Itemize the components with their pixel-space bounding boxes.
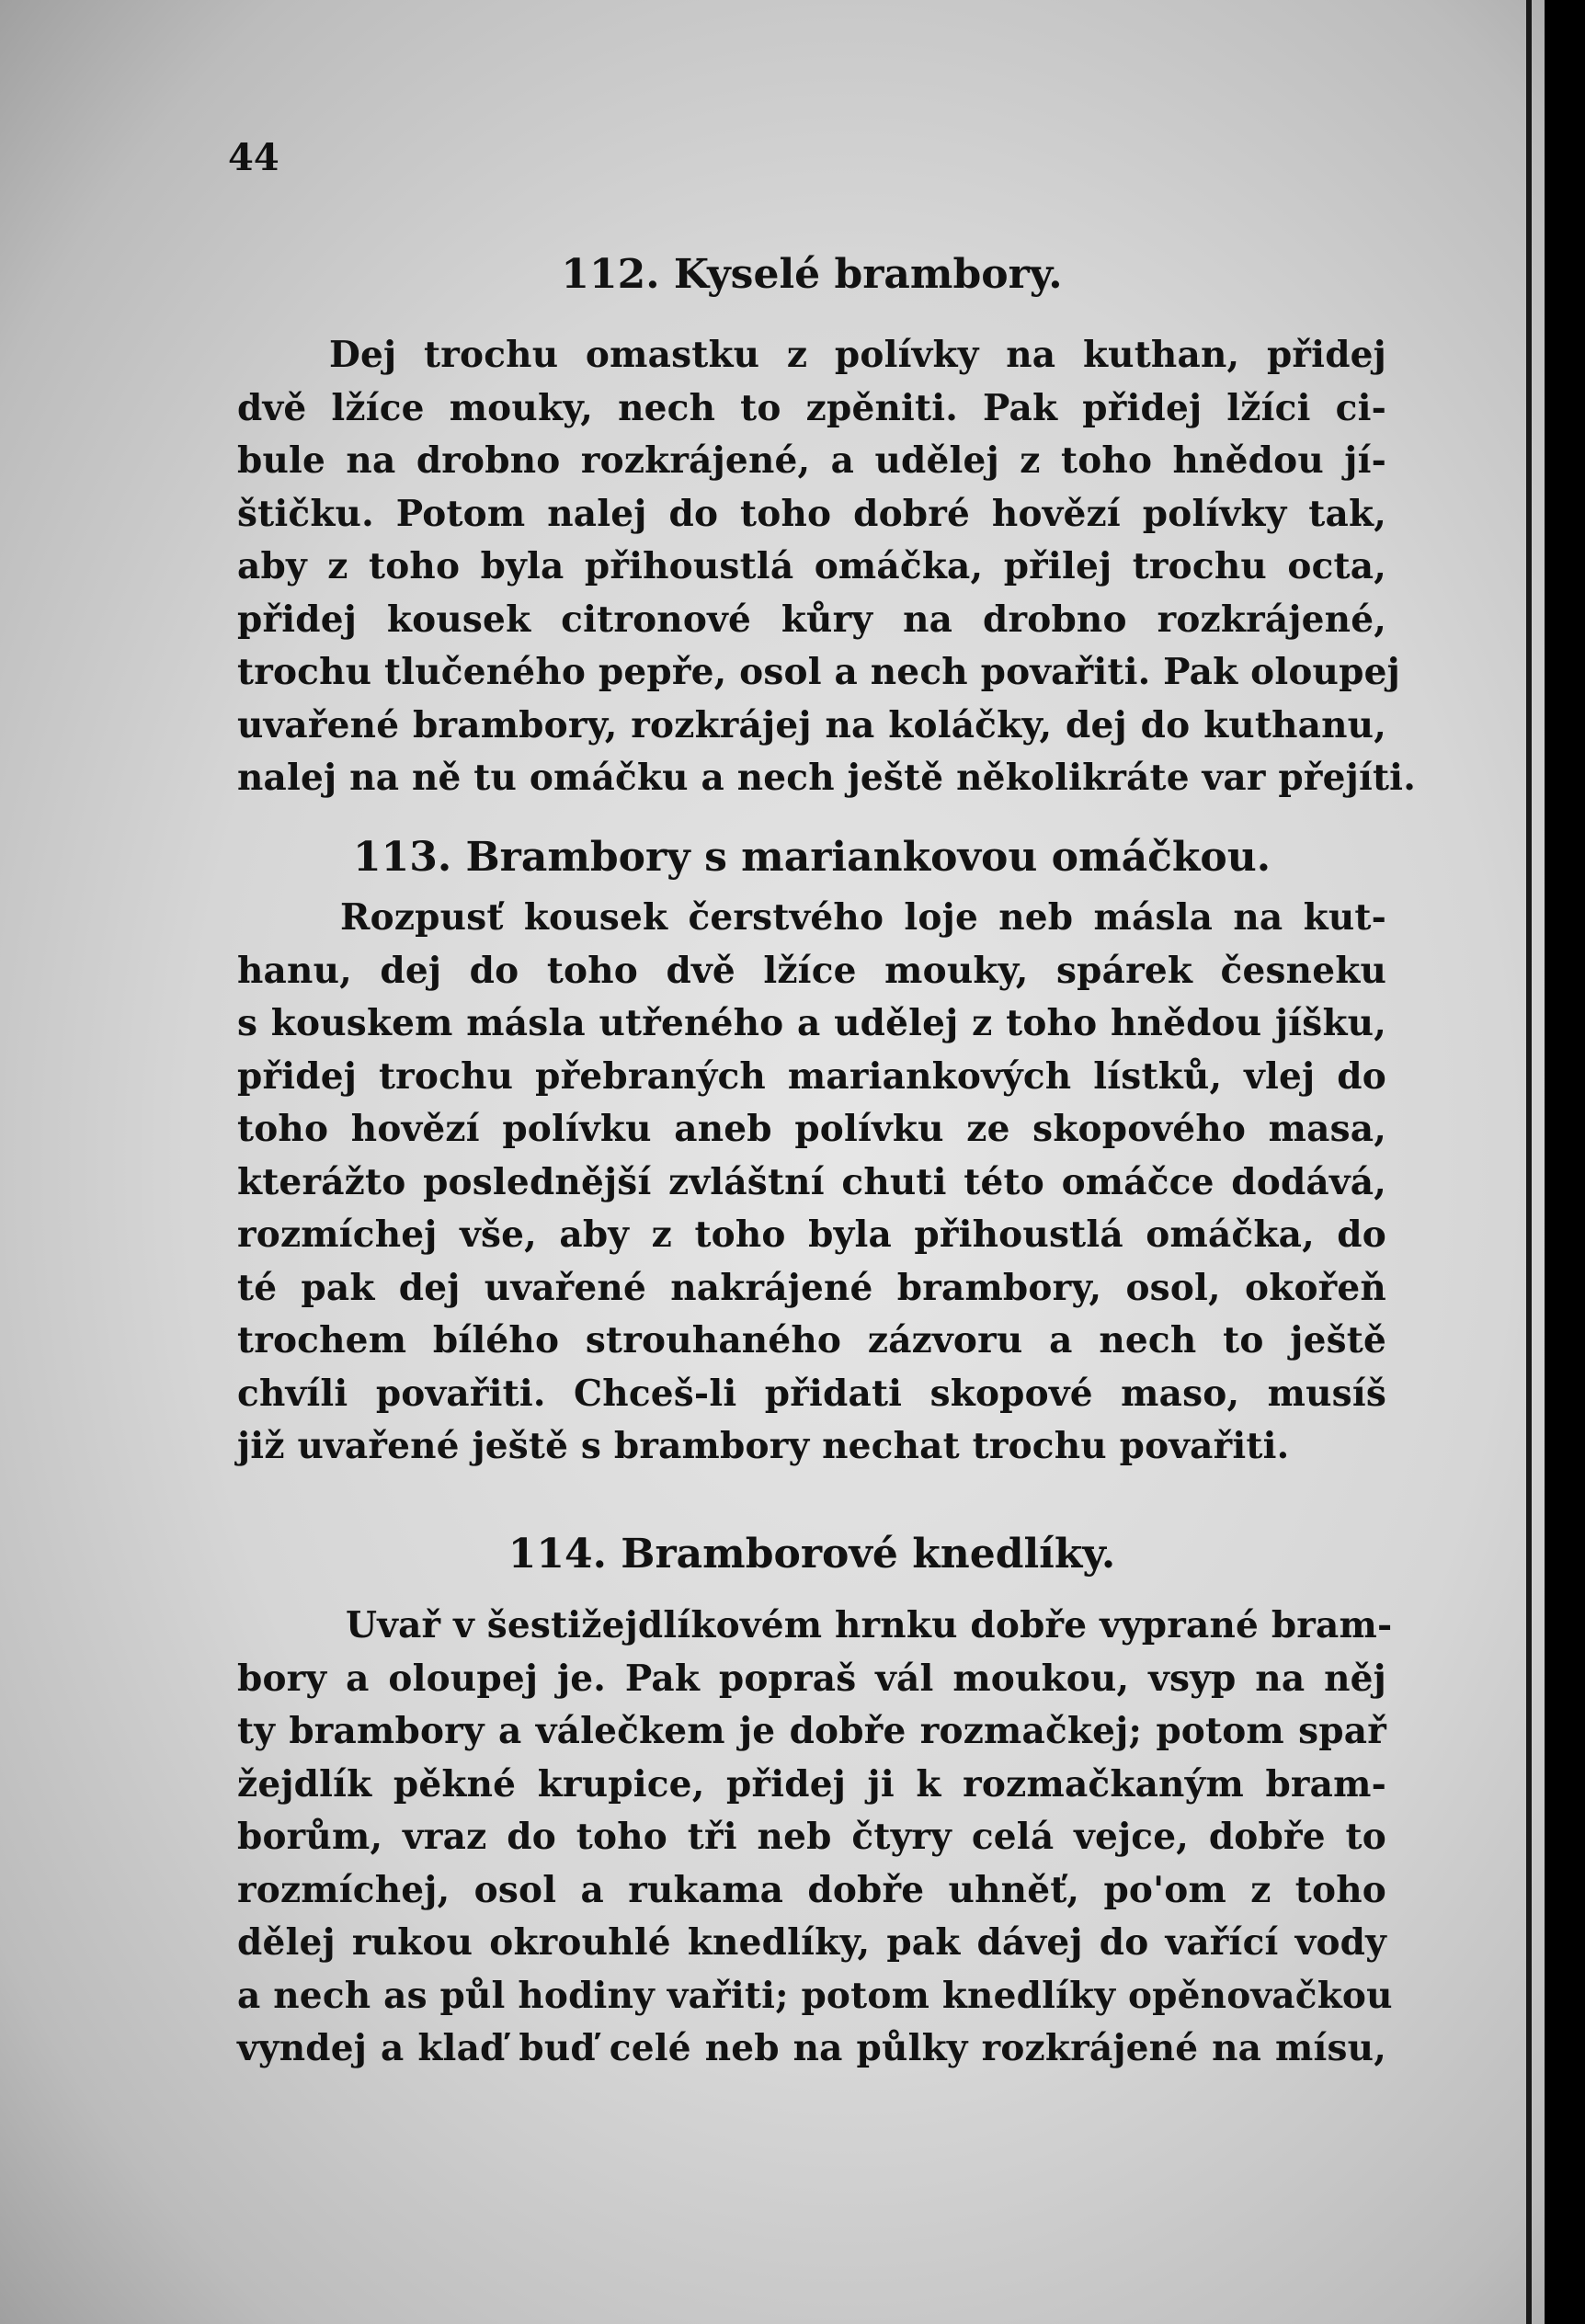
- text-line: rozmíchej, osol a rukama dobře uhněť, po'om z toho: [237, 1868, 1386, 1911]
- section-heading: 113. Brambory s mariankovou omáčkou.: [352, 834, 1271, 881]
- section-heading: 114. Bramborové knedlíky.: [507, 1531, 1116, 1578]
- text-line: té pak dej uvařené nakrájené brambory, osol, okořeň: [237, 1266, 1386, 1309]
- section-114: [237, 1526, 1386, 1583]
- text-line: aby z toho byla přihoustlá omáčka, přilej trochu octa,: [237, 545, 1386, 587]
- section-113: [237, 829, 1386, 886]
- text-line: a nech as půl hodiny vařiti; potom knedlíky opěnovačkou: [237, 1974, 1393, 2017]
- text-line: bule na drobno rozkrájené, a udělej z toho hnědou jí-: [237, 439, 1386, 482]
- text-line: dělej rukou okrouhlé knedlíky, pak dávej do vařící vody: [237, 1921, 1386, 1964]
- text-line: Dej trochu omastku z polívky na kuthan, přidej: [329, 334, 1386, 376]
- text-line: chvíli povařiti. Chceš-li přidati skopové maso, musíš: [237, 1372, 1386, 1415]
- text-line: borům, vraz do toho tři neb čtyry celá vejce, dobře to: [237, 1816, 1386, 1858]
- text-line: kterážto poslednější zvláštní chuti této omáčce dodává,: [237, 1160, 1386, 1203]
- page-number: 44: [228, 136, 279, 179]
- text-line: štičku. Potom nalej do toho dobré hovězí polívky tak,: [237, 492, 1386, 535]
- text-line: nalej na ně tu omáčku a nech ještě několikráte var přejíti.: [237, 757, 1416, 799]
- text-line: toho hovězí polívku aneb polívku ze skopového masa,: [237, 1108, 1386, 1150]
- section-114-body: [237, 1600, 1393, 2076]
- section-112: [237, 246, 1386, 303]
- text-line: žejdlík pěkné krupice, přidej ji k rozmačkaným bram-: [237, 1762, 1386, 1806]
- section-112-body: [237, 329, 1416, 805]
- text-line: hanu, dej do toho dvě lžíce mouky, spárek česneku: [237, 949, 1386, 992]
- text-line: ty brambory a válečkem je dobře rozmačkej; potom spař: [237, 1710, 1386, 1752]
- text-line: Rozpusť kousek čerstvého loje neb másla na kut-: [340, 896, 1386, 939]
- text-line: přidej kousek citronové kůry na drobno rozkrájené,: [237, 598, 1386, 641]
- text-line: trochem bílého strouhaného zázvoru a nech to ještě: [237, 1319, 1386, 1361]
- text-line: již uvařené ještě s brambory nechat trochu povařiti.: [237, 1425, 1290, 1467]
- text-line: dvě lžíce mouky, nech to zpěniti. Pak přidej lžíci ci-: [237, 386, 1386, 429]
- text-line: uvařené brambory, rozkrájej na koláčky, dej do kuthanu,: [237, 703, 1386, 746]
- text-line: trochu tlučeného pepře, osol a nech povařiti. Pak oloupej: [237, 651, 1400, 693]
- page-edge-shadow: [1526, 0, 1532, 2324]
- text-line: s kouskem másla utřeného a udělej z toho hnědou jíšku,: [237, 1002, 1386, 1044]
- section-heading: 112. Kyselé brambory.: [561, 251, 1063, 298]
- text-line: přidej trochu přebraných mariankových lístků, vlej do: [237, 1054, 1386, 1098]
- text-line: vyndej a klaď buď celé neb na půlky rozkrájené na mísu,: [237, 2027, 1386, 2069]
- text-line: bory a oloupej je. Pak popraš vál moukou, vsyp na něj: [237, 1657, 1386, 1700]
- text-line: Uvař v šestižejdlíkovém hrnku dobře vyprané bram-: [346, 1604, 1393, 1646]
- text-line: rozmíchej vše, aby z toho byla přihoustlá omáčka, do: [237, 1213, 1386, 1256]
- section-113-body: [237, 892, 1386, 1474]
